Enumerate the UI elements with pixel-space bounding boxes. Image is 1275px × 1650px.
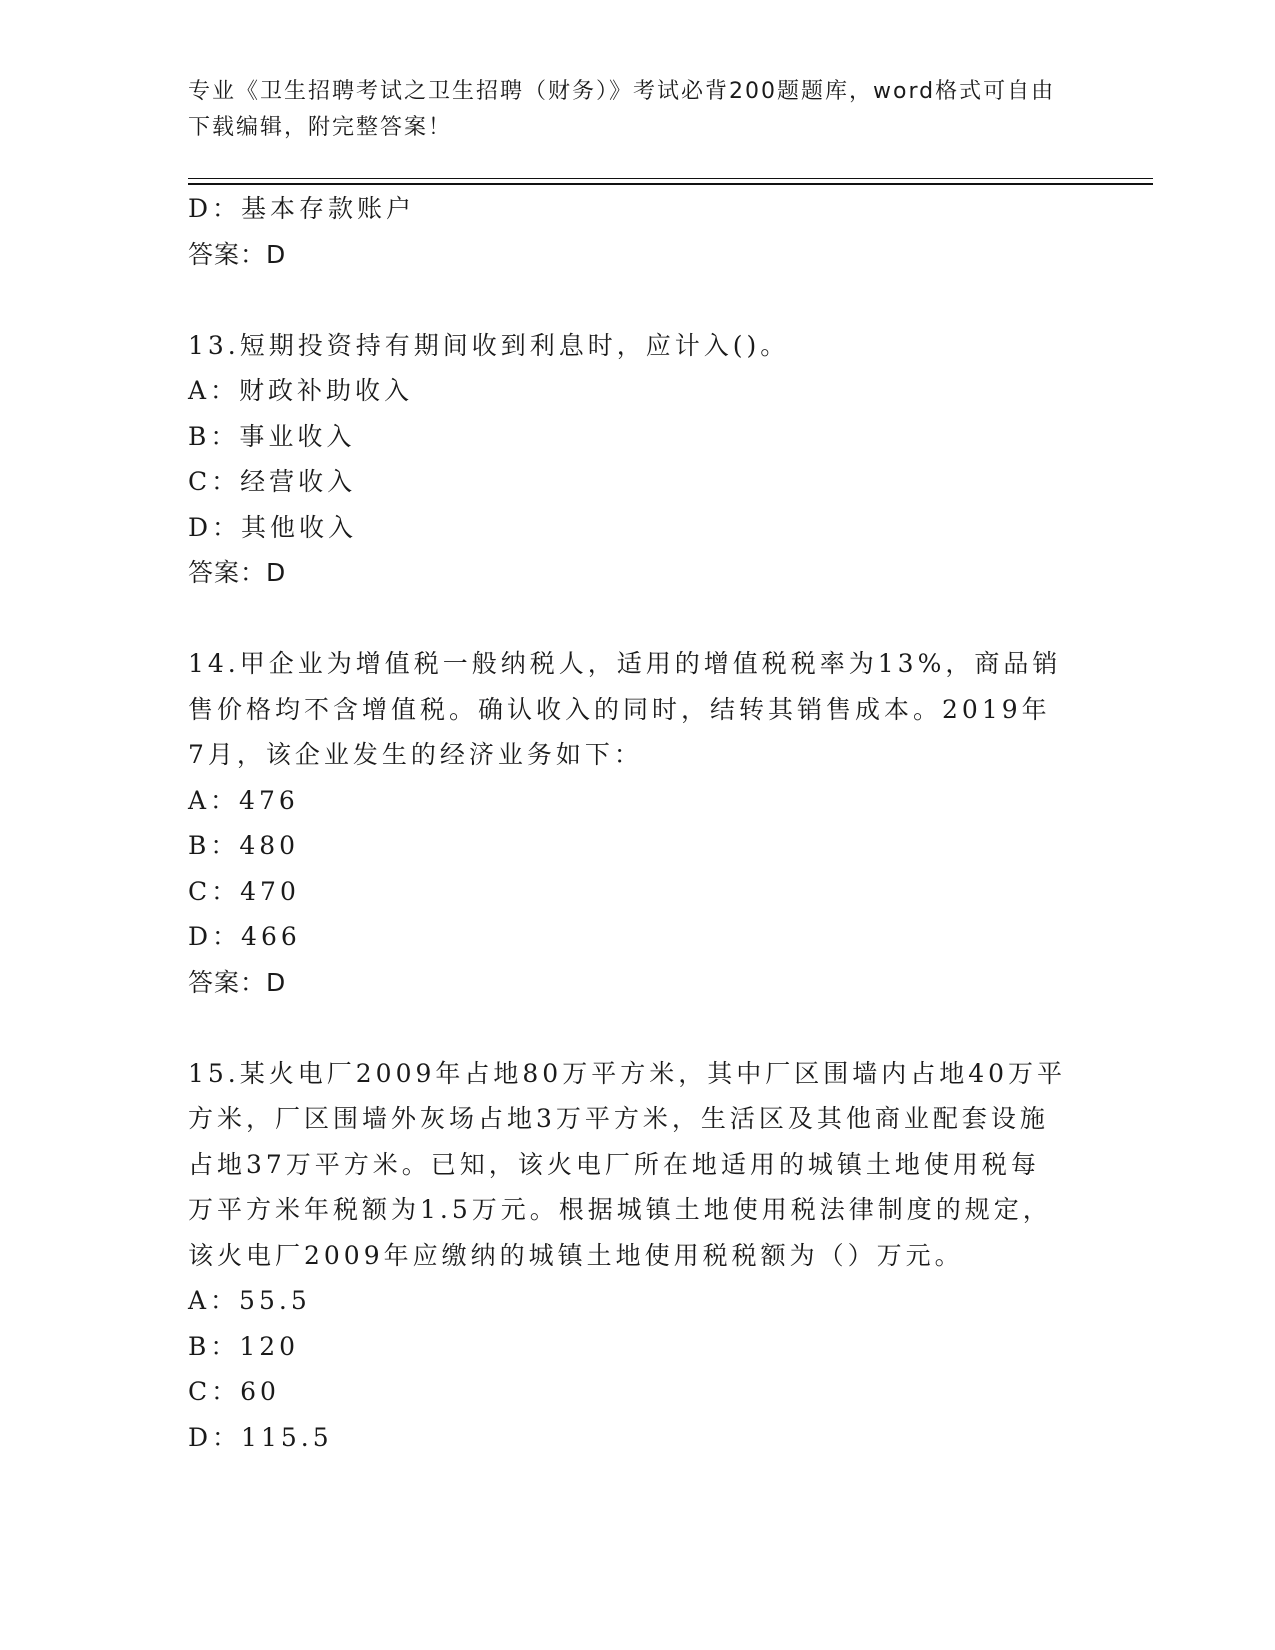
question-content — [188, 186, 1068, 1460]
header-divider-thick — [188, 183, 1153, 185]
header-divider-thin — [188, 178, 1153, 179]
q15-option-c: C：60 — [188, 1377, 280, 1406]
q15-stem: 15.某火电厂2009年占地80万平方米，其中厂区围墙内占地40万平方米，厂区围墙外灰场占地3万平方米，生活区及其他商业配套设施占地37万平方米。已知，该火电厂所在地适用的城镇土地使用税每万平方米年税额为1.5万元。根据城镇土地使用税法律制度的规定，该火电厂2009年应缴纳的城镇土地使用税税额为（）万元。 — [188, 1058, 1067, 1270]
q14-option-c: C：470 — [188, 876, 300, 906]
spacer — [188, 1005, 1068, 1051]
q15-option-b: B：120 — [188, 1331, 300, 1361]
q13-stem: 13.短期投资持有期间收到利息时，应计入()。 — [188, 330, 790, 360]
q15-option-a: A：55.5 — [188, 1286, 311, 1315]
document-header: 专业《卫生招聘考试之卫生招聘（财务）》考试必背200题题库，word格式可自由下载编辑，附完整答案！ — [188, 79, 1056, 140]
q13-option-a: A：财政补助收入 — [188, 376, 414, 405]
spacer — [188, 277, 1068, 323]
q15-option-d: D：115.5 — [188, 1422, 333, 1452]
q14-option-d: D：466 — [188, 922, 301, 951]
q14-option-a: A：476 — [188, 785, 299, 815]
spacer — [188, 596, 1068, 642]
q14-option-b: B：480 — [188, 831, 300, 860]
q14-answer: 答案：D — [188, 967, 287, 997]
q13-answer: 答案：D — [188, 558, 287, 587]
q14-stem: 14.甲企业为增值税一般纳税人，适用的增值税税率为13%，商品销售价格均不含增值税。确认收入的同时，结转其销售成本。2019年7月，该企业发生的经济业务如下： — [188, 649, 1062, 769]
prev-question-option-d: D：基本存款账户 — [188, 194, 416, 223]
prev-question-answer: 答案：D — [188, 239, 287, 269]
q13-option-d: D：其他收入 — [188, 512, 358, 542]
q13-option-c: C：经营收入 — [188, 467, 357, 496]
q13-option-b: B：事业收入 — [188, 421, 356, 451]
